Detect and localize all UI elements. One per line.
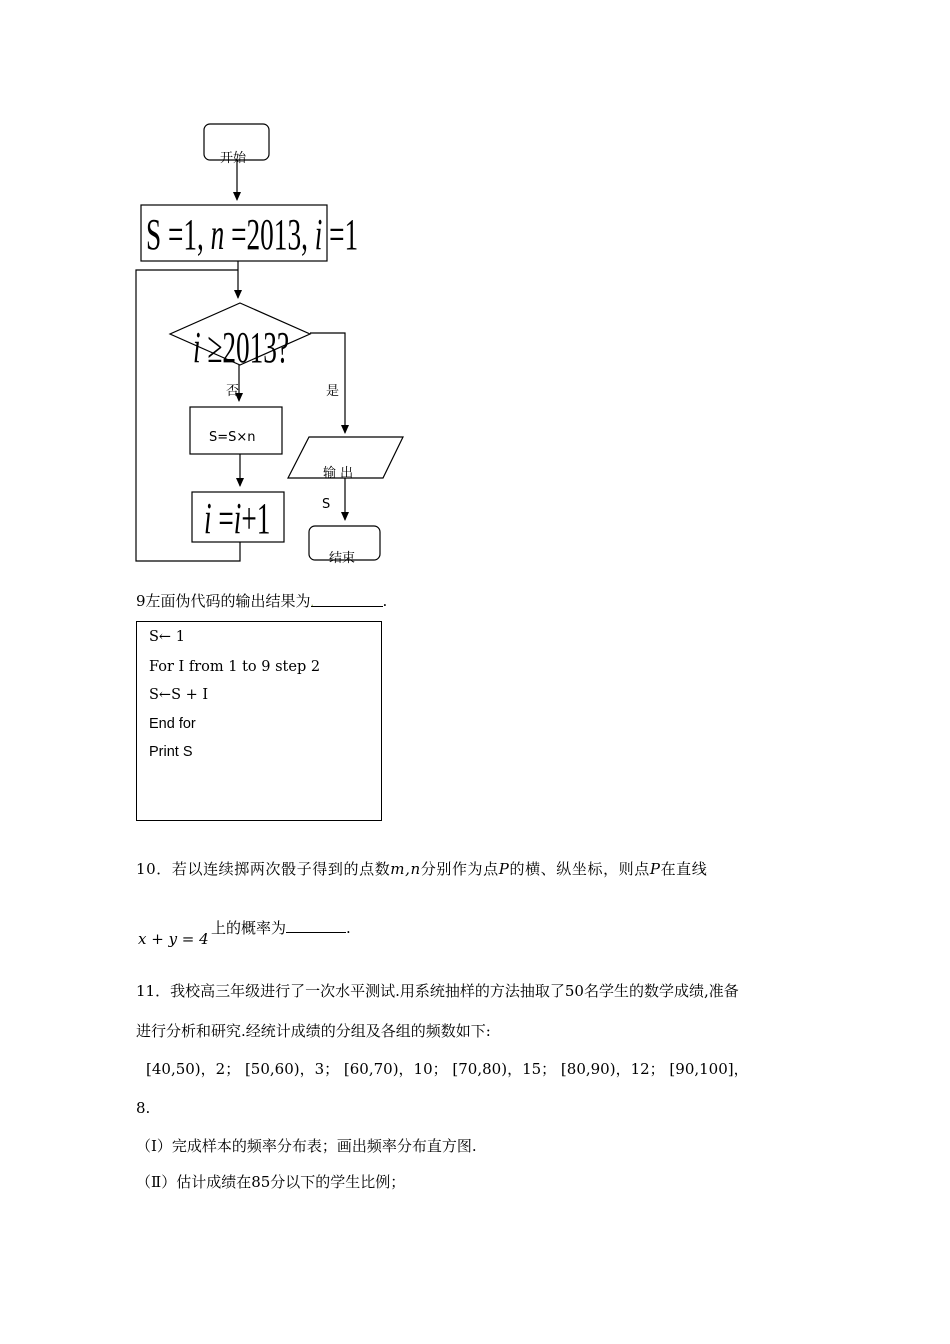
cond-op: ≥ xyxy=(207,323,223,372)
code-line-2: For I from 1 to 9 step 2 xyxy=(149,659,321,675)
q10-text-d: 在直线 xyxy=(660,860,708,878)
init-formula: S =1, n =2013, i =1 xyxy=(146,210,359,259)
code-line-3: S←S + I xyxy=(149,687,209,703)
increment-formula: i =i+1 xyxy=(204,494,271,543)
cond-q: ? xyxy=(276,323,290,372)
q10-mn: m,n xyxy=(390,860,421,878)
q11-part2: （Ⅱ）估计成绩在85分以下的学生比例； xyxy=(136,1173,406,1191)
init-n-value: 2013 xyxy=(246,210,302,259)
q10-line1 xyxy=(136,858,707,879)
init-i-value: 1 xyxy=(344,210,359,259)
q10-text-c: 的横、纵坐标，则点 xyxy=(509,860,650,878)
q10-text-a: 10．若以连续掷两次骰子得到的点数 xyxy=(136,860,391,878)
init-n: n xyxy=(210,210,225,259)
q10-text-b: 分别作为点 xyxy=(420,860,499,878)
q9-text xyxy=(136,590,387,611)
init-i: i xyxy=(314,210,323,259)
q11-part1: （Ⅰ）完成样本的频率分布表；画出频率分布直方图. xyxy=(136,1137,477,1155)
q10-text-e: 上的概率为 xyxy=(211,919,287,937)
q9-blank xyxy=(311,592,383,607)
cond-num: 2013 xyxy=(222,323,277,372)
q10-equation: x + y = 4 xyxy=(138,930,209,948)
q10-blank xyxy=(286,918,346,933)
process-label: S=S×n xyxy=(209,430,256,445)
output-label: 输 出 xyxy=(323,466,354,481)
q11-line2: 进行分析和研究.经统计成绩的分组及各组的频数如下: xyxy=(136,1022,491,1040)
q9-end: . xyxy=(382,592,388,610)
inc-add: +1 xyxy=(241,494,271,543)
q11-line4: 8. xyxy=(136,1099,151,1117)
no-label: 否 xyxy=(226,384,240,399)
code-line-1: S← 1 xyxy=(149,629,185,645)
cond-var: i xyxy=(193,323,201,372)
init-s: S xyxy=(146,210,162,259)
start-label: 开始 xyxy=(220,151,247,166)
yes-label: 是 xyxy=(326,384,340,399)
inc-lhs: i xyxy=(204,494,212,543)
pseudocode-box xyxy=(136,621,382,821)
code-line-5: Print S xyxy=(149,744,193,760)
q10-p2: P xyxy=(649,860,661,878)
condition-formula xyxy=(193,323,290,372)
end-label: 结束 xyxy=(329,551,356,566)
q9-prompt: 9左面伪代码的输出结果为 xyxy=(136,592,311,610)
q9-mark: . xyxy=(310,596,315,609)
inc-rhs: i xyxy=(233,494,242,543)
init-s-value: 1 xyxy=(183,210,198,259)
q11-line3: [40,50)，2； [50,60)，3； [60,70)，10； [70,80)，15； [80,90)，12； [90,100]， xyxy=(146,1060,749,1078)
q10-line2 xyxy=(211,917,351,938)
q10-end: . xyxy=(346,919,351,937)
output-var: S xyxy=(322,497,331,512)
code-line-4: End for xyxy=(149,716,196,732)
flowchart-diagram xyxy=(0,0,950,600)
q11-line1: 11．我校高三年级进行了一次水平测试.用系统抽样的方法抽取了50名学生的数学成绩,准备 xyxy=(136,982,739,1000)
q10-p1: P xyxy=(498,860,510,878)
